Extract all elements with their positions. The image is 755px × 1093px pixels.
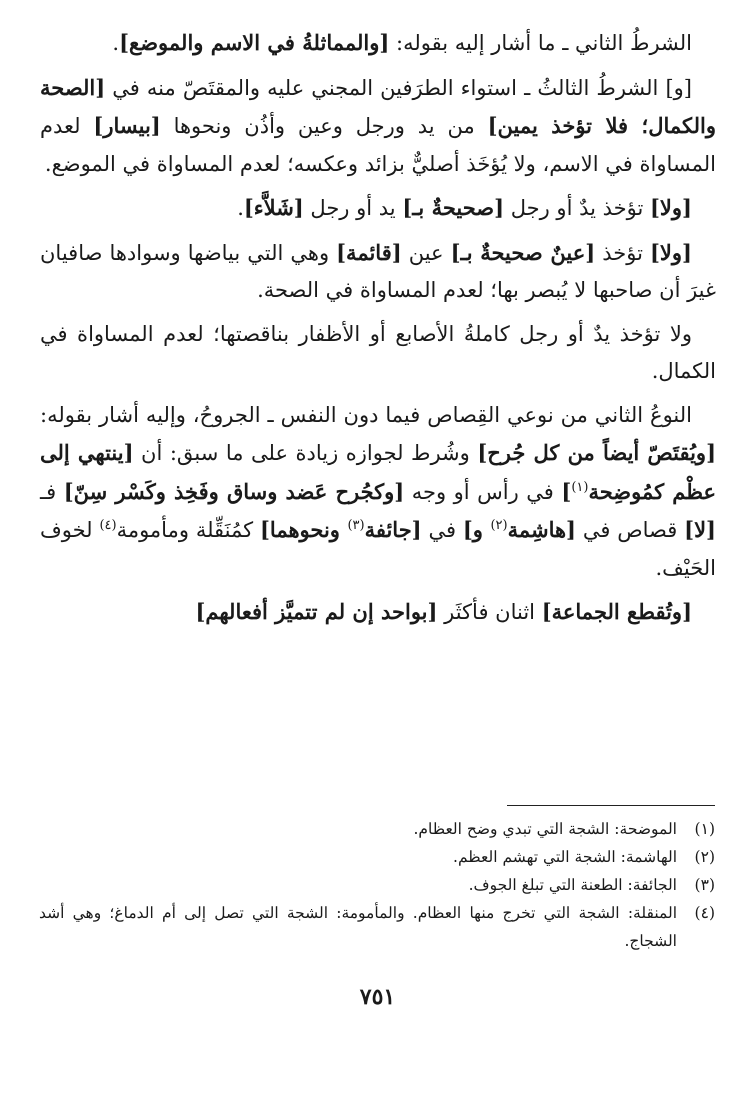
commentary-text: في رأس أو وجه: [404, 479, 562, 504]
commentary-text: تؤخذ: [595, 240, 650, 265]
footnote-marker: (٢): [490, 518, 508, 533]
footnote-separator: [507, 805, 715, 806]
footnote-text: الهاشمة: الشجة التي تهشم العظم.: [453, 848, 677, 866]
commentary-text: [و] الشرطُ الثالثُ ـ استواء الطرَفين المجني عليه والمقتَصّ منه في: [105, 75, 692, 100]
footnote-4: [39, 899, 715, 955]
footnote-number: (١): [694, 820, 715, 838]
matn-text-bold: [ولا]: [649, 239, 692, 265]
commentary-text: فـ: [40, 479, 64, 504]
footnote-number: (٣): [694, 876, 715, 894]
footnote-text: الجائفة: الطعنة التي تبلغ الجوف.: [468, 876, 677, 894]
commentary-text: يد أو رجل: [303, 196, 403, 220]
paragraph-3: [40, 189, 716, 228]
matn-text-bold: [ولا]: [650, 195, 692, 220]
matn-text-bold: ]: [561, 478, 572, 504]
commentary-text: وهي التي بياضها وسوادها صافيان غيرَ أن صاحبها لا يُبصر بها؛ لعدم المساواة في الصحة.: [40, 240, 716, 302]
commentary-text: .: [237, 196, 244, 220]
matn-text-bold: [ينتهي إلى عظْم كمُوضِحة: [40, 440, 716, 504]
matn-text-bold: ونحوهما]: [260, 517, 348, 542]
footnote-number: (٢): [694, 848, 715, 866]
matn-text-bold: [والمماثلةُ في الاسم والموضع]: [119, 30, 390, 55]
main-text: [40, 24, 716, 638]
commentary-text: اثنان فأكثَر: [437, 600, 542, 624]
footnotes: [39, 815, 715, 955]
footnote-1: [39, 815, 715, 843]
footnote-number: (٤): [694, 904, 715, 922]
matn-text-bold: [صحيحةٌ بـ]: [402, 195, 505, 220]
footnote-marker: (٤): [99, 518, 117, 533]
matn-text-bold: [الصحة والكمال؛ فلا تؤخذ يمين]: [40, 74, 716, 138]
footnote-text: المنقلة: الشجة التي تخرج منها العظام. والمأمومة: الشجة التي تصل إلى أم الدماغ؛ وهي أشد الشجاج.: [39, 904, 677, 950]
commentary-text: تؤخذ يدٌ أو رجل: [504, 196, 650, 220]
matn-text-bold: [وتُقطع الجماعة]: [541, 599, 692, 624]
commentary-text: لخوف الحَيْف.: [40, 518, 716, 580]
footnote-2: [39, 843, 715, 871]
commentary-text: الشرطُ الثاني ـ ما أشار إليه بقوله:: [389, 31, 692, 55]
matn-text-bold: [ويُقتَصّ أيضاً من كل جُرح]: [477, 440, 717, 465]
matn-text-bold: [قائمة]: [336, 239, 402, 265]
footnote-marker: (٣): [347, 518, 365, 533]
commentary-text: كمُنَقِّلة ومأمومة: [116, 518, 260, 542]
footnote-marker: (١): [571, 479, 589, 495]
paragraph-2: [40, 69, 716, 184]
paragraph-5: [40, 316, 716, 391]
paragraph-7: [40, 593, 716, 632]
matn-text-bold: [بيسار]: [93, 113, 161, 138]
commentary-text: في: [421, 518, 463, 542]
matn-text-bold: [هاشِمة: [507, 517, 576, 542]
paragraph-4: [40, 234, 716, 310]
commentary-text: من يد ورجل وعين وأذُن ونحوها: [160, 114, 488, 138]
footnote-text: الموضحة: الشجة التي تبدي وضح العظام.: [413, 820, 677, 838]
commentary-text: ولا تؤخذ يدٌ أو رجل كاملةُ الأصابع أو الأظفار بناقصتها؛ لعدم المساواة في الكمال.: [40, 321, 716, 383]
matn-text-bold: [شَلاَّء]: [243, 195, 304, 220]
commentary-text: وشُرط لجوازه زيادة على ما سبق: أن: [133, 441, 478, 465]
matn-text-bold: [لا]: [684, 517, 716, 542]
commentary-text: قصاص في: [576, 518, 685, 542]
matn-text-bold: [وكجُرح عَضد وساق وفَخِذ وكَسْر سِنّ]: [63, 478, 405, 504]
commentary-text: عين: [401, 240, 451, 265]
matn-text-bold: و]: [462, 517, 491, 542]
matn-text-bold: [بواحد إن لم تتميَّز أفعالهم]: [195, 599, 438, 624]
commentary-text: لعدم المساواة في الاسم، ولا يُؤخَذ أصليٌّ بزائد وعكسه؛ لعدم المساواة في الموضع.: [40, 114, 716, 176]
paragraph-6: [40, 397, 716, 588]
matn-text-bold: [عينٌ صحيحةٌ بـ]: [450, 239, 596, 265]
commentary-text: النوعُ الثاني من نوعي القِصاص فيما دون النفس ـ الجروحُ، وإليه أشار بقوله:: [40, 402, 692, 427]
commentary-text: .: [112, 31, 120, 55]
paragraph-1: [40, 24, 716, 63]
footnote-3: [39, 871, 715, 899]
page-number: ٧٥١: [359, 984, 396, 1010]
matn-text-bold: [جائفة: [364, 517, 422, 542]
